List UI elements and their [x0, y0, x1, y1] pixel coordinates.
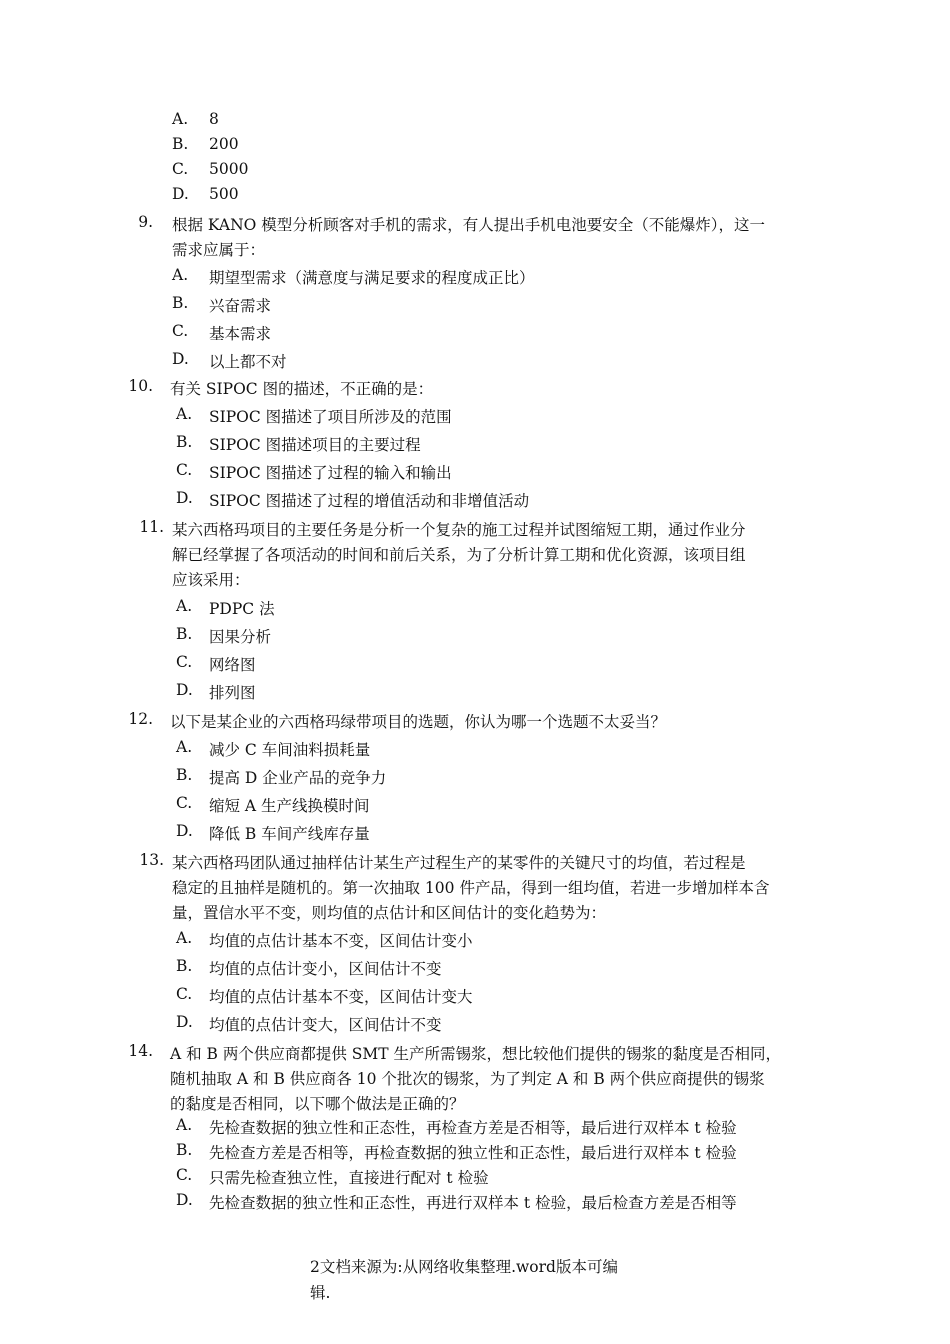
- option-letter: B.: [176, 433, 193, 451]
- q8-option-b-text: 200: [209, 135, 239, 153]
- footer-line-1: 2文档来源为:从网络收集整理.word版本可编: [310, 1258, 618, 1276]
- q8-option-c-text: 5000: [209, 160, 249, 178]
- option-letter: C.: [176, 1166, 193, 1184]
- option-text: SIPOC 图描述项目的主要过程: [209, 436, 421, 454]
- option-letter: B.: [176, 766, 193, 784]
- option-letter: A.: [176, 1116, 193, 1134]
- option-letter: B.: [172, 294, 189, 312]
- question-text-line: 的黏度是否相同，以下哪个做法是正确的？: [170, 1095, 465, 1113]
- question-number: 14.: [128, 1042, 153, 1060]
- question-number: 13.: [139, 851, 164, 869]
- option-text: 以上都不对: [209, 353, 287, 371]
- option-text: SIPOC 图描述了项目所涉及的范围: [209, 408, 452, 426]
- option-text: 均值的点估计变大，区间估计不变: [209, 1016, 442, 1034]
- option-text: 先检查方差是否相等，再检查数据的独立性和正态性，最后进行双样本 t 检验: [209, 1144, 737, 1162]
- question-text-line: 以下是某企业的六西格玛绿带项目的选题，你认为哪一个选题不太妥当？: [170, 713, 667, 731]
- option-text: 均值的点估计基本不变，区间估计变小: [209, 932, 473, 950]
- option-text: 缩短 A 生产线换模时间: [209, 797, 370, 815]
- q8-option-c-letter: C.: [172, 160, 189, 178]
- question-number: 12.: [128, 710, 153, 728]
- option-letter: D.: [176, 1191, 193, 1209]
- option-text: SIPOC 图描述了过程的增值活动和非增值活动: [209, 492, 530, 510]
- option-text: 基本需求: [209, 325, 272, 343]
- q8-option-d-text: 500: [209, 185, 239, 203]
- option-text: SIPOC 图描述了过程的输入和输出: [209, 464, 452, 482]
- question-text-line: 随机抽取 A 和 B 供应商各 10 个批次的锡浆，为了判定 A 和 B 两个供应商提供的锡浆: [170, 1070, 765, 1088]
- q8-option-a-letter: A.: [172, 110, 189, 128]
- option-text: 只需先检查独立性，直接进行配对 t 检验: [209, 1169, 489, 1187]
- option-letter: C.: [176, 653, 193, 671]
- option-text: 先检查数据的独立性和正态性，再检查方差是否相等，最后进行双样本 t 检验: [209, 1119, 737, 1137]
- question-number: 9.: [138, 213, 153, 231]
- option-text: 兴奋需求: [209, 297, 272, 315]
- question-text-line: 稳定的且抽样是随机的。第一次抽取 100 件产品，得到一组均值，若进一步增加样本含: [172, 879, 770, 897]
- option-letter: C.: [176, 985, 193, 1003]
- question-text-line: 有关 SIPOC 图的描述，不正确的是：: [170, 380, 434, 398]
- option-letter: D.: [176, 822, 193, 840]
- option-letter: C.: [176, 461, 193, 479]
- option-letter: B.: [176, 625, 193, 643]
- q8-option-b-letter: B.: [172, 135, 189, 153]
- option-text: 网络图: [209, 656, 256, 674]
- option-text: 降低 B 车间产线库存量: [209, 825, 370, 843]
- question-text-line: A 和 B 两个供应商都提供 SMT 生产所需锡浆，想比较他们提供的锡浆的黏度是否相同，: [170, 1045, 782, 1063]
- option-letter: D.: [176, 681, 193, 699]
- question-number: 10.: [128, 377, 153, 395]
- question-number: 11.: [139, 518, 164, 536]
- q8-option-a-text: 8: [209, 110, 219, 128]
- question-text-line: 解已经掌握了各项活动的时间和前后关系，为了分析计算工期和优化资源，该项目组: [172, 546, 746, 564]
- option-letter: B.: [176, 957, 193, 975]
- option-text: 提高 D 企业产品的竞争力: [209, 769, 387, 787]
- option-text: 减少 C 车间油料损耗量: [209, 741, 371, 759]
- footer-line-2: 辑.: [310, 1284, 331, 1302]
- option-text: 期望型需求（满意度与满足要求的程度成正比）: [209, 269, 535, 287]
- option-letter: D.: [176, 489, 193, 507]
- question-text-line: 量，置信水平不变，则均值的点估计和区间估计的变化趋势为：: [172, 904, 607, 922]
- option-letter: D.: [176, 1013, 193, 1031]
- q8-option-d-letter: D.: [172, 185, 189, 203]
- question-text-line: 应该采用：: [172, 571, 250, 589]
- option-text: 均值的点估计变小，区间估计不变: [209, 960, 442, 978]
- option-text: 先检查数据的独立性和正态性，再进行双样本 t 检验，最后检查方差是否相等: [209, 1194, 737, 1212]
- page-footer: [310, 1254, 618, 1306]
- question-text-line: 某六西格玛项目的主要任务是分析一个复杂的施工过程并试图缩短工期，通过作业分: [172, 521, 746, 539]
- option-letter: A.: [176, 405, 193, 423]
- question-text-line: 根据 KANO 模型分析顾客对手机的需求，有人提出手机电池要安全（不能爆炸），这一: [172, 216, 766, 234]
- question-text-line: 某六西格玛团队通过抽样估计某生产过程生产的某零件的关键尺寸的均值，若过程是: [172, 854, 746, 872]
- option-letter: A.: [176, 597, 193, 615]
- option-text: PDPC 法: [209, 600, 275, 618]
- option-letter: A.: [176, 738, 193, 756]
- option-text: 均值的点估计基本不变，区间估计变大: [209, 988, 473, 1006]
- option-letter: C.: [172, 322, 189, 340]
- option-letter: D.: [172, 350, 189, 368]
- question-text-line: 需求应属于：: [172, 241, 266, 259]
- option-letter: C.: [176, 794, 193, 812]
- option-text: 排列图: [209, 684, 256, 702]
- option-text: 因果分析: [209, 628, 272, 646]
- option-letter: B.: [176, 1141, 193, 1159]
- option-letter: A.: [176, 929, 193, 947]
- option-letter: A.: [172, 266, 189, 284]
